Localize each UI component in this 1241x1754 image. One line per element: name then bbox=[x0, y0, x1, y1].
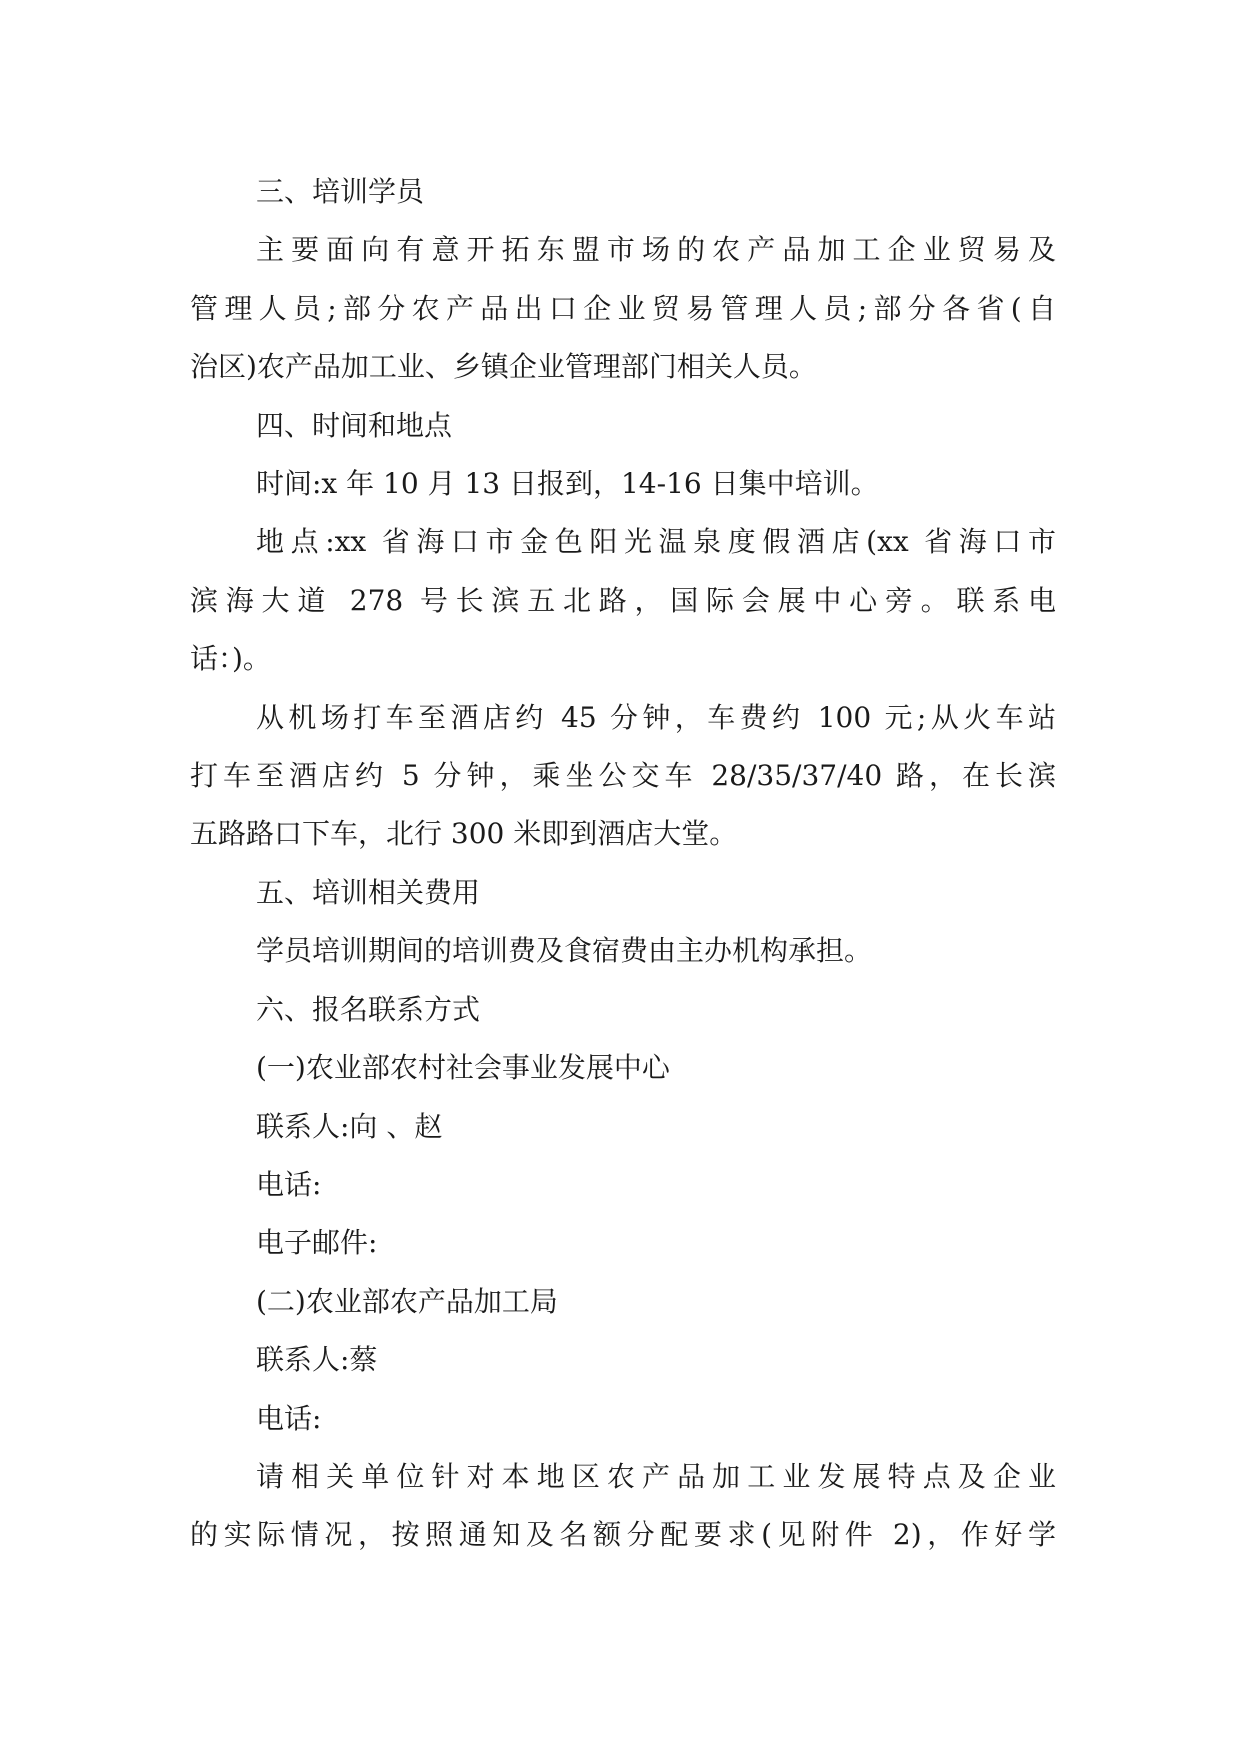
section-heading-time-place: 四、时间和地点 bbox=[256, 408, 453, 442]
contact-phone: 电话: bbox=[256, 1167, 322, 1201]
paragraph-line: 管理人员;部分农产品出口企业贸易管理人员;部分各省(自 bbox=[190, 291, 1056, 325]
document-body bbox=[190, 163, 1056, 1565]
paragraph-line: 学员培训期间的培训费及食宿费由主办机构承担。 bbox=[256, 934, 873, 968]
paragraph-line: 治区)农产品加工业、乡镇企业管理部门相关人员。 bbox=[190, 350, 817, 384]
paragraph-line: 五路路口下车，北行 300 米即到酒店大堂。 bbox=[190, 817, 738, 851]
paragraph-line: 地点:xx 省海口市金色阳光温泉度假酒店(xx 省海口市 bbox=[256, 525, 1056, 559]
contact-person: 联系人:向 、赵 bbox=[256, 1109, 443, 1143]
contact-email: 电子邮件: bbox=[256, 1226, 378, 1260]
section-heading-trainees: 三、培训学员 bbox=[256, 175, 425, 208]
contact-phone: 电话: bbox=[256, 1401, 322, 1435]
paragraph-line: 打车至酒店约 5 分钟，乘坐公交车 28/35/37/40 路，在长滨 bbox=[190, 759, 1056, 793]
paragraph-line: 从机场打车至酒店约 45 分钟，车费约 100 元;从火车站 bbox=[256, 700, 1056, 734]
paragraph-line: 话：)。 bbox=[190, 642, 271, 676]
section-heading-fees: 五、培训相关费用 bbox=[256, 875, 481, 909]
section-heading-contact: 六、报名联系方式 bbox=[256, 992, 481, 1026]
paragraph-line: 的实际情况，按照通知及名额分配要求(见附件 2)，作好学 bbox=[190, 1518, 1056, 1552]
paragraph-line: 滨海大道 278 号长滨五北路，国际会展中心旁。联系电 bbox=[190, 583, 1056, 617]
paragraph-line: 请相关单位针对本地区农产品加工业发展特点及企业 bbox=[256, 1459, 1056, 1493]
contact-org-1: (一)农业部农村社会事业发展中心 bbox=[256, 1051, 670, 1085]
contact-org-2: (二)农业部农产品加工局 bbox=[256, 1284, 558, 1318]
paragraph-line: 主要面向有意开拓东盟市场的农产品加工企业贸易及 bbox=[256, 233, 1056, 267]
contact-person: 联系人:蔡 bbox=[256, 1343, 378, 1377]
paragraph-line: 时间:x 年 10 月 13 日报到，14-16 日集中培训。 bbox=[256, 467, 879, 501]
